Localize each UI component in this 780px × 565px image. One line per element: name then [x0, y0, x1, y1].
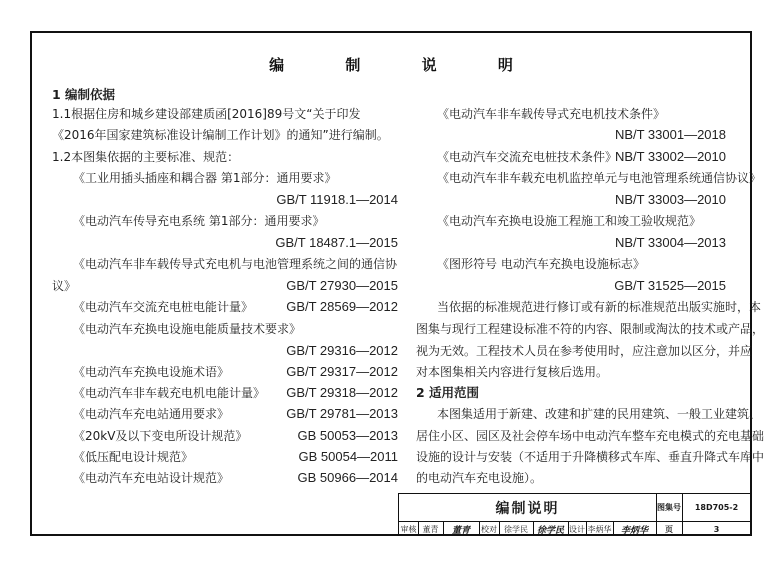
- standard-code: GB/T 18487.1—2015: [275, 235, 398, 250]
- para-1-1-line-1: 1.1根据住房和城乡建设部建质函[2016]89号文“关于印发: [52, 107, 361, 121]
- section-1-heading: 1 编制依据: [52, 87, 116, 102]
- standard-code: GB/T 27930—2015: [286, 278, 398, 293]
- standard-name: 《电动汽车充电站通用要求》: [73, 407, 230, 421]
- standard-name: 《电动汽车非车载传导式充电机技术条件》: [437, 107, 666, 121]
- atlas-no-label: 图集号: [657, 503, 681, 512]
- standard-name: 《电动汽车非车载充电机电能计量》: [73, 386, 266, 400]
- reviewer-signature: 董青: [451, 525, 470, 536]
- sheet-title: 编制说明: [495, 500, 560, 517]
- note-line: 当依据的标准规范进行修订或有新的标准规范出版实施时，本: [437, 300, 762, 314]
- standard-code: GB/T 29316—2012: [286, 343, 398, 358]
- standard-name: 《电动汽车交流充电桩电能计量》: [73, 300, 254, 314]
- standard-name: 《工业用插头插座和耦合器 第1部分：通用要求》: [73, 171, 337, 185]
- check-label: 校对: [481, 524, 497, 534]
- checker-signature: 徐学民: [536, 525, 564, 536]
- standard-code: NB/T 33003—2010: [614, 192, 726, 207]
- standard-code: GB/T 29318—2012: [286, 385, 398, 400]
- section-2-heading: 2 适用范围: [416, 385, 480, 400]
- scope-line: 的电动汽车充电设施）。: [416, 471, 543, 485]
- standard-name: 《电动汽车充换电设施术语》: [73, 365, 230, 379]
- scope-line: 居住小区、园区及社会停车场中电动汽车整车充电模式的充电基础: [416, 429, 765, 443]
- standard-name: 《电动汽车充换电设施工程施工和竣工验收规范》: [437, 214, 702, 228]
- standard-name: 《低压配电设计规范》: [73, 450, 194, 464]
- page-label: 页: [665, 524, 673, 534]
- note-line: 图集与现行工程建设标准不符的内容、限制或淘汰的技术或产品，: [416, 322, 765, 336]
- standard-code: NB/T 33002—2010: [614, 149, 726, 164]
- title-block: [398, 493, 752, 536]
- standard-name: 《电动汽车非车载充电机监控单元与电池管理系统通信协议》: [437, 171, 762, 185]
- note-line: 视为无效。工程技术人员在参考使用时，应注意加以区分，并应: [416, 344, 753, 358]
- reviewer-name: 董青: [422, 524, 439, 534]
- standard-name: 《图形符号 电动汽车充换电设施标志》: [437, 257, 645, 271]
- standard-name: 《电动汽车交流充电桩技术条件》: [437, 150, 618, 164]
- atlas-no: 18D705-2: [694, 503, 739, 512]
- standard-code: GB/T 31525—2015: [614, 278, 726, 293]
- page-title: 编 制 说 明: [269, 56, 541, 74]
- review-label: 审核: [400, 524, 417, 534]
- standard-code: GB 50054—2011: [298, 449, 398, 464]
- standard-name: 《电动汽车充电站设计规范》: [73, 471, 230, 485]
- design-label: 设计: [569, 524, 585, 534]
- designer-name: 李炳华: [587, 524, 612, 534]
- checker-name: 徐学民: [504, 524, 528, 534]
- standard-code: NB/T 33001—2018: [614, 127, 726, 142]
- standard-name: 《电动汽车传导充电系统 第1部分：通用要求》: [73, 214, 325, 228]
- scope-line: 本图集适用于新建、改建和扩建的民用建筑、一般工业建筑、: [437, 407, 762, 421]
- note-line: 对本图集相关内容进行复核后选用。: [416, 365, 609, 379]
- standard-code: NB/T 33004—2013: [614, 235, 726, 250]
- standard-code: GB 50053—2013: [297, 428, 398, 443]
- standard-name: 《电动汽车非车载传导式充电机与电池管理系统之间的通信协: [73, 257, 398, 271]
- standard-code: GB/T 29781—2013: [286, 406, 398, 421]
- standard-code: GB/T 28569—2012: [286, 299, 398, 314]
- scope-line: 设施的设计与安装（不适用于升降横移式车库、垂直升降式车库中: [416, 450, 765, 464]
- standard-code: GB/T 11918.1—2014: [276, 192, 398, 207]
- standard-code: GB/T 29317—2012: [286, 364, 398, 379]
- designer-signature: 李炳华: [620, 525, 648, 536]
- standard-name: 《20kV及以下变电所设计规范》: [73, 429, 248, 443]
- standard-name: 《电动汽车充换电设施电能质量技术要求》: [73, 322, 302, 336]
- drawing-frame: [30, 31, 765, 536]
- para-1-2: 1.2本图集依据的主要标准、规范：: [52, 150, 240, 164]
- page-number: 3: [713, 524, 720, 534]
- standard-name-cont: 议》: [52, 279, 77, 293]
- para-1-1-line-2: 《2016年国家建筑标准设计编制工作计划》的通知”进行编制。: [52, 128, 389, 142]
- standard-code: GB 50966—2014: [297, 470, 398, 485]
